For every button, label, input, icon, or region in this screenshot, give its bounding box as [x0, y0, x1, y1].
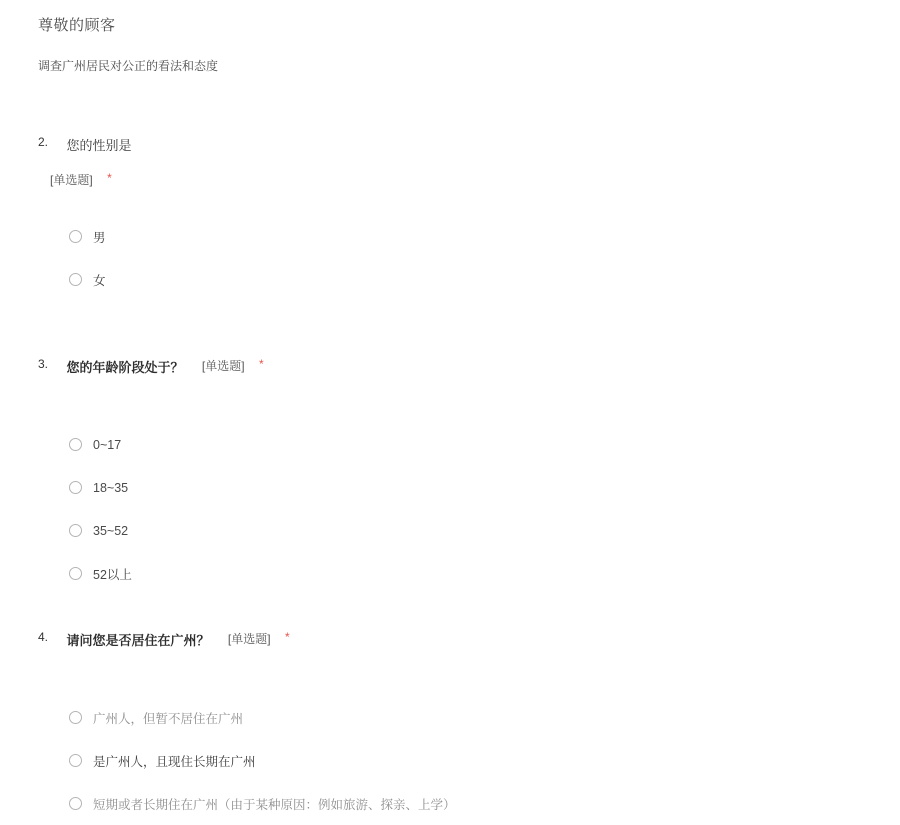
- question-type-label: [单选题]: [227, 632, 271, 646]
- option-item[interactable]: [0, 696, 900, 739]
- radio-button-icon[interactable]: [69, 524, 82, 537]
- radio-button-icon[interactable]: [69, 230, 82, 243]
- radio-button-icon[interactable]: [69, 567, 82, 580]
- option-item[interactable]: [0, 509, 900, 552]
- radio-button-icon[interactable]: [69, 481, 82, 494]
- question-block-4: [0, 630, 900, 825]
- option-label: 0~17: [93, 437, 122, 452]
- option-item[interactable]: [0, 782, 900, 825]
- question-number: 2.: [38, 135, 49, 149]
- question-header: [0, 135, 900, 157]
- option-label: 短期或者长期住在广州（由于某种原因：例如旅游、探亲、上学）: [93, 797, 456, 812]
- question-block-2: [0, 135, 900, 301]
- question-number: 3.: [38, 357, 49, 371]
- option-item[interactable]: [0, 466, 900, 509]
- option-label: 52以上: [93, 567, 132, 582]
- option-label: 18~35: [93, 480, 129, 495]
- option-label: 女: [93, 273, 106, 288]
- question-header: [0, 630, 900, 652]
- question-block-3: [0, 357, 900, 595]
- radio-button-icon[interactable]: [69, 754, 82, 767]
- question-type-label: [单选题]: [50, 173, 93, 187]
- page-title: 尊敬的顾客: [38, 17, 116, 34]
- option-label: 是广州人，且现住长期在广州: [93, 754, 256, 769]
- question-text: 请问您是否居住在广州？: [66, 633, 210, 648]
- option-item[interactable]: [0, 552, 900, 595]
- radio-button-icon[interactable]: [69, 438, 82, 451]
- radio-button-icon[interactable]: [69, 797, 82, 810]
- radio-button-icon[interactable]: [69, 273, 82, 286]
- required-marker: *: [285, 630, 290, 644]
- option-list: [0, 696, 900, 825]
- option-item[interactable]: [0, 739, 900, 782]
- option-item[interactable]: [0, 423, 900, 466]
- option-label: 广州人，但暂不居住在广州: [93, 711, 244, 726]
- option-list: [0, 215, 900, 301]
- question-text: 您的性别是: [66, 138, 132, 153]
- question-text: 您的年龄阶段处于？: [66, 360, 184, 375]
- option-item[interactable]: [0, 258, 900, 301]
- radio-button-icon[interactable]: [69, 711, 82, 724]
- question-header: [0, 357, 900, 379]
- option-list: [0, 423, 900, 595]
- option-item[interactable]: [0, 215, 900, 258]
- required-marker: *: [259, 357, 264, 371]
- question-type-label: [单选题]: [201, 359, 245, 373]
- question-number: 4.: [38, 630, 49, 644]
- question-meta: [0, 171, 900, 189]
- required-marker: *: [107, 171, 112, 185]
- option-label: 35~52: [93, 523, 129, 538]
- survey-description: 调查广州居民对公正的看法和态度: [38, 59, 219, 73]
- option-label: 男: [93, 230, 106, 245]
